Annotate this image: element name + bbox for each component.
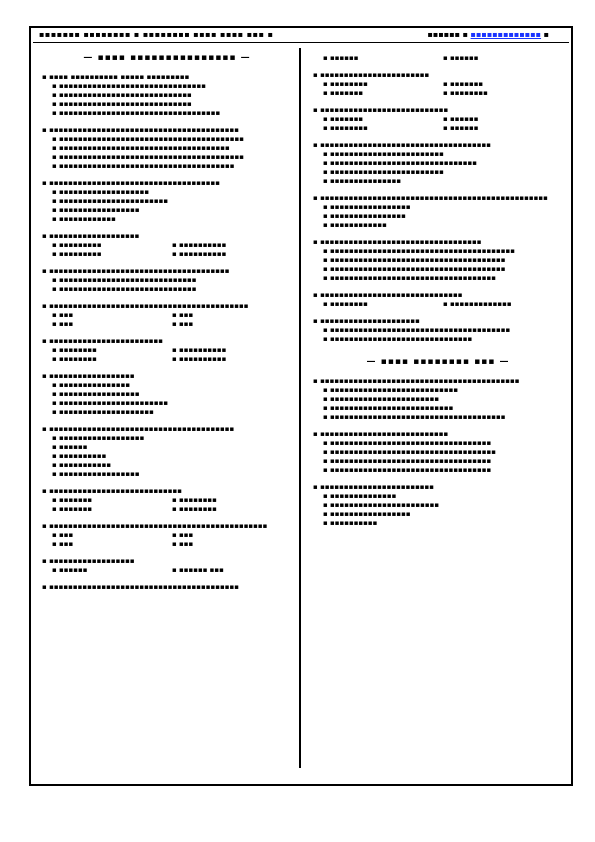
question (313, 194, 563, 230)
question (42, 302, 292, 329)
answer-option: ▪ ▪▪▪▪▪▪▪▪▪▪▪▪▪▪▪▪▪▪▪▪▪▪▪▪▪▪▪▪▪▪▪▪▪▪▪▪▪▪▪ (52, 135, 244, 143)
question-stem: ▪ ▪▪▪▪▪▪▪▪▪▪▪▪▪▪▪▪▪▪▪▪▪▪▪▪▪▪▪▪▪▪▪▪▪▪▪▪ (42, 179, 220, 187)
answer-option: ▪ ▪▪▪▪▪▪▪▪▪▪▪▪▪▪▪▪▪▪▪▪▪▪▪▪▪▪▪▪▪▪▪▪▪▪▪ (323, 274, 497, 282)
answer-option: ▪ ▪▪▪▪▪▪▪▪▪▪▪▪▪▪▪▪▪▪▪▪▪▪▪▪▪▪▪ (323, 386, 459, 394)
answer-option: ▪ ▪▪▪ (52, 531, 74, 539)
answer-option: ▪ ▪▪▪▪▪▪▪▪▪▪▪▪▪▪▪▪▪▪▪▪▪▪▪▪▪▪▪▪▪▪▪▪▪▪▪▪▪ (52, 162, 235, 170)
question (42, 522, 292, 549)
answer-option: ▪ ▪▪▪▪▪▪▪▪▪ (52, 250, 102, 258)
answer-option: ▪ ▪▪▪▪▪▪▪ (443, 80, 484, 88)
header-rule (33, 42, 569, 43)
answer-option: ▪ ▪▪▪▪▪▪▪▪▪▪▪▪▪▪▪▪▪ (52, 470, 140, 478)
question-stem: ▪ ▪▪▪▪▪▪▪▪▪▪▪▪▪▪▪▪▪▪▪▪▪ (313, 317, 420, 325)
answer-option: ▪ ▪▪▪▪▪▪▪▪▪▪ (323, 519, 378, 527)
continued-options (313, 54, 563, 63)
answer-options-grid (42, 566, 292, 575)
answer-options-grid (42, 531, 292, 549)
question-stem: ▪ ▪▪▪▪▪▪▪▪▪▪▪▪▪▪▪▪▪▪ (42, 372, 135, 380)
question-stem: ▪ ▪▪▪▪▪▪▪▪▪▪▪▪▪▪▪▪▪▪▪▪▪▪▪ (313, 71, 430, 79)
question (313, 317, 563, 344)
question (313, 71, 563, 98)
answer-option: ▪ ▪▪▪▪▪▪▪▪▪▪▪▪▪▪▪▪▪▪▪▪▪▪▪▪ (323, 150, 444, 158)
answer-options-grid (42, 496, 292, 514)
answer-option: ▪ ▪▪▪▪▪▪▪▪▪▪▪▪▪▪▪▪▪▪▪▪▪▪▪▪▪▪▪▪▪▪▪▪▪▪ (52, 109, 221, 117)
question-stem: ▪ ▪▪▪▪▪▪▪▪▪▪▪▪▪▪▪▪▪▪▪▪▪▪▪▪▪▪▪▪▪▪▪▪▪▪▪▪▪▪▪▪ (42, 583, 239, 591)
answer-option: ▪ ▪▪▪▪▪▪▪ (323, 89, 364, 97)
answer-option: ▪ ▪▪▪▪▪▪▪▪ (323, 124, 368, 132)
answer-options-grid (42, 346, 292, 364)
question-stem: ▪ ▪▪▪▪▪▪▪▪▪▪▪▪▪▪▪▪▪▪▪▪▪▪▪▪▪▪▪ (313, 106, 449, 114)
question (42, 583, 292, 592)
left-column (42, 54, 292, 600)
answer-option: ▪ ▪▪▪▪▪▪▪▪▪▪▪▪▪▪▪▪▪▪▪▪▪▪▪▪▪▪▪▪▪▪▪▪▪▪▪▪▪▪▪ (52, 153, 244, 161)
answer-option: ▪ ▪▪▪ (52, 320, 74, 328)
answer-option: ▪ ▪▪▪▪▪▪▪▪▪▪▪▪▪▪▪▪▪▪▪▪▪▪▪▪ (323, 168, 444, 176)
question (42, 487, 292, 514)
answer-option: ▪ ▪▪▪▪▪▪▪▪▪▪▪▪▪▪▪▪▪▪▪▪▪▪▪▪▪▪▪▪▪ (52, 285, 197, 293)
answer-option: ▪ ▪▪▪▪▪▪▪▪▪▪▪▪▪▪▪▪▪ (52, 390, 140, 398)
answer-option: ▪ ▪▪▪▪▪▪▪▪▪▪▪▪ (52, 215, 116, 223)
answer-option: ▪ ▪▪▪▪▪▪ (323, 54, 359, 62)
question (42, 126, 292, 171)
answer-options-grid (313, 115, 563, 133)
question-stem: ▪ ▪▪▪▪▪▪▪▪▪▪▪▪▪▪▪▪▪▪▪▪▪▪▪▪▪▪▪▪▪▪▪▪▪▪▪▪ (313, 141, 491, 149)
question-stem: ▪ ▪▪▪▪▪▪▪▪▪▪▪▪▪▪▪▪▪▪▪▪▪▪▪▪▪▪▪▪▪▪▪▪▪▪ (313, 238, 482, 246)
question (42, 179, 292, 224)
answer-option: ▪ ▪▪▪▪▪▪▪▪▪▪ (172, 250, 227, 258)
header-right-label: ▪▪▪▪▪▪ ▪ (427, 30, 468, 39)
question (42, 73, 292, 118)
answer-option: ▪ ▪▪▪▪▪▪▪▪▪▪▪▪▪ (443, 300, 512, 308)
question-stem: ▪ ▪▪▪▪▪▪▪▪▪▪▪▪▪▪▪▪▪▪▪▪▪▪▪▪▪▪▪▪ (42, 487, 183, 495)
question-stem: ▪ ▪▪▪▪ ▪▪▪▪▪▪▪▪▪▪ ▪▪▪▪▪ ▪▪▪▪▪▪▪▪▪ (42, 73, 190, 81)
column-divider (299, 48, 301, 768)
answer-options-grid (42, 241, 292, 259)
answer-option: ▪ ▪▪▪▪▪▪▪ (52, 496, 93, 504)
question (313, 106, 563, 133)
answer-option: ▪ ▪▪▪▪▪▪▪▪▪▪ (172, 241, 227, 249)
answer-option: ▪ ▪▪▪▪▪▪▪▪▪▪▪▪▪▪▪▪▪▪▪▪▪▪▪ (52, 197, 169, 205)
answer-option: ▪ ▪▪▪▪▪▪▪▪▪▪▪▪▪▪▪▪▪▪ (52, 434, 145, 442)
answer-option: ▪ ▪▪▪▪▪▪▪▪▪▪▪▪▪▪▪▪▪▪▪▪▪▪▪▪▪▪▪▪▪▪▪▪▪▪▪▪▪▪▪ (323, 247, 515, 255)
answer-option: ▪ ▪▪▪▪▪▪▪▪▪▪ (52, 452, 107, 460)
answer-option: ▪ ▪▪▪▪▪▪▪▪▪▪▪▪▪▪▪▪▪▪▪▪▪▪▪▪▪▪▪▪▪ (52, 276, 197, 284)
question (313, 483, 563, 528)
answer-option: ▪ ▪▪▪▪▪▪▪▪▪▪▪▪▪▪▪▪▪▪▪▪▪▪▪▪▪▪▪▪▪▪▪▪▪▪ (323, 466, 492, 474)
answer-option: ▪ ▪▪▪▪▪▪▪▪ (443, 89, 488, 97)
answer-option: ▪ ▪▪▪▪▪▪▪▪ (172, 496, 217, 504)
answer-option: ▪ ▪▪▪▪▪▪▪▪▪▪▪▪▪▪▪▪▪▪▪▪▪▪▪▪▪▪▪▪▪▪▪▪▪▪ (323, 457, 492, 465)
answer-option: ▪ ▪▪▪▪▪▪▪▪▪▪▪▪▪▪▪▪▪▪▪▪▪▪▪▪▪▪▪▪▪▪▪▪▪▪▪▪▪▪ (323, 326, 511, 334)
answer-option: ▪ ▪▪▪▪▪▪▪▪▪▪▪▪▪▪▪▪▪ (52, 206, 140, 214)
answer-option: ▪ ▪▪▪▪▪▪▪▪▪▪ (172, 346, 227, 354)
question (313, 430, 563, 475)
question-stem: ▪ ▪▪▪▪▪▪▪▪▪▪▪▪▪▪▪▪▪▪▪ (42, 232, 140, 240)
answer-option: ▪ ▪▪▪ (172, 540, 194, 548)
right-column (313, 54, 563, 536)
question (313, 141, 563, 186)
answer-option: ▪ ▪▪▪▪▪▪▪▪▪▪▪▪▪▪▪▪▪▪▪▪▪▪▪▪▪▪▪▪▪▪▪▪▪▪▪▪▪ (323, 413, 506, 421)
answer-option: ▪ ▪▪▪▪▪▪▪▪▪▪▪▪▪▪▪▪▪▪▪▪▪▪▪▪▪▪ (323, 404, 454, 412)
answer-option: ▪ ▪▪▪▪▪▪ (52, 566, 88, 574)
answer-option: ▪ ▪▪▪▪▪▪▪▪▪▪▪▪▪▪▪ (52, 381, 131, 389)
answer-option: ▪ ▪▪▪▪▪▪▪▪ (323, 300, 368, 308)
question-stem: ▪ ▪▪▪▪▪▪▪▪▪▪▪▪▪▪▪▪▪▪▪▪▪▪▪▪▪▪▪ (313, 430, 449, 438)
question-list (313, 71, 563, 344)
section-title: — ▪▪▪▪ ▪▪▪▪▪▪▪▪▪▪▪▪▪▪▪ — (83, 53, 251, 63)
question-stem: ▪ ▪▪▪▪▪▪▪▪▪▪▪▪▪▪▪▪▪▪▪▪▪▪▪▪ (313, 483, 435, 491)
answer-option: ▪ ▪▪▪ (52, 311, 74, 319)
question (42, 425, 292, 479)
answer-option: ▪ ▪▪▪▪▪▪▪▪▪▪▪▪▪▪▪▪▪▪▪▪▪▪▪▪▪▪▪▪▪▪▪ (52, 82, 207, 90)
answer-option: ▪ ▪▪▪▪▪▪▪▪▪▪▪▪ (323, 221, 387, 229)
answer-option: ▪ ▪▪▪▪▪▪ (443, 54, 479, 62)
question (42, 557, 292, 575)
answer-option: ▪ ▪▪▪▪▪▪▪▪ (172, 505, 217, 513)
question-list-2 (313, 377, 563, 528)
answer-option: ▪ ▪▪▪▪▪▪▪▪▪▪▪▪▪▪▪▪▪▪▪▪▪▪▪▪▪▪▪▪▪▪▪▪▪▪ (323, 439, 492, 447)
answer-option: ▪ ▪▪▪▪▪▪ ▪▪▪ (172, 566, 224, 574)
answer-option: ▪ ▪▪▪▪▪▪▪▪▪▪▪▪▪▪▪▪▪▪▪▪ (52, 408, 154, 416)
header-title: ▪▪▪▪▪▪▪ ▪▪▪▪▪▪▪▪ ▪ ▪▪▪▪▪▪▪▪ ▪▪▪▪ ▪▪▪▪ ▪▪▪ ▪ (39, 30, 274, 39)
question-stem: ▪ ▪▪▪▪▪▪▪▪▪▪▪▪▪▪▪▪▪▪▪▪▪▪▪▪▪▪▪▪▪▪▪▪▪▪▪▪▪▪▪▪▪▪ (42, 302, 249, 310)
answer-option: ▪ ▪▪▪▪▪▪▪▪ (52, 355, 97, 363)
question (42, 267, 292, 294)
answer-option: ▪ ▪▪▪▪▪▪▪▪▪▪▪▪▪▪▪▪▪▪▪▪▪▪▪▪▪▪▪▪ (52, 91, 192, 99)
page-header (33, 28, 569, 42)
answer-option: ▪ ▪▪▪▪▪▪▪▪▪▪▪▪▪▪▪ (323, 177, 402, 185)
header-right-tail: ▪ (543, 30, 549, 39)
header-right (428, 28, 550, 42)
answer-option: ▪ ▪▪▪ (172, 531, 194, 539)
answer-option: ▪ ▪▪▪▪▪▪▪▪▪▪▪▪▪▪▪▪▪ (323, 203, 411, 211)
answer-option: ▪ ▪▪▪▪▪▪▪▪▪ (52, 241, 102, 249)
answer-option: ▪ ▪▪▪▪▪▪▪▪▪▪▪▪▪▪▪▪▪▪▪▪▪▪▪▪▪▪▪▪▪▪▪▪▪▪▪▪▪ (323, 265, 506, 273)
question-stem: ▪ ▪▪▪▪▪▪▪▪▪▪▪▪▪▪▪▪▪▪▪▪▪▪▪▪▪▪▪▪▪▪▪▪▪▪▪▪▪▪▪▪ (42, 126, 239, 134)
question-list (42, 73, 292, 592)
question-stem: ▪ ▪▪▪▪▪▪▪▪▪▪▪▪▪▪▪▪▪▪▪▪▪▪▪▪▪▪▪▪▪▪▪▪▪▪▪▪▪▪▪▪▪▪ (313, 377, 520, 385)
answer-options-grid (313, 300, 563, 309)
answer-option: ▪ ▪▪▪▪▪▪▪ (52, 505, 93, 513)
answer-option: ▪ ▪▪▪▪▪▪ (52, 443, 88, 451)
answer-option: ▪ ▪▪▪ (52, 540, 74, 548)
question-stem: ▪ ▪▪▪▪▪▪▪▪▪▪▪▪▪▪▪▪▪▪▪▪▪▪▪▪▪▪▪▪▪▪▪▪▪▪▪▪▪▪▪▪▪▪▪▪▪▪ (42, 522, 268, 530)
answer-option: ▪ ▪▪▪▪▪▪▪ (323, 115, 364, 123)
question-stem: ▪ ▪▪▪▪▪▪▪▪▪▪▪▪▪▪▪▪▪▪▪▪▪▪▪▪▪▪▪▪▪▪▪▪▪▪▪▪▪▪▪ (42, 425, 235, 433)
question (42, 232, 292, 259)
answer-option: ▪ ▪▪▪▪▪▪▪▪▪▪▪▪▪▪▪▪▪ (323, 510, 411, 518)
answer-option: ▪ ▪▪▪▪▪▪▪▪▪▪▪ (52, 461, 112, 469)
question (313, 291, 563, 309)
header-link[interactable]: ▪▪▪▪▪▪▪▪▪▪▪▪▪ (470, 30, 542, 39)
answer-options-grid (42, 311, 292, 329)
answer-option: ▪ ▪▪▪▪▪▪▪▪▪▪▪▪▪▪▪▪▪▪▪▪▪▪▪▪▪▪▪▪▪▪ (323, 335, 473, 343)
answer-option: ▪ ▪▪▪ (172, 311, 194, 319)
answer-option: ▪ ▪▪▪ (172, 320, 194, 328)
question-stem: ▪ ▪▪▪▪▪▪▪▪▪▪▪▪▪▪▪▪▪▪▪▪▪▪▪▪ (42, 337, 164, 345)
question (313, 377, 563, 422)
question (42, 372, 292, 417)
answer-option: ▪ ▪▪▪▪▪▪▪▪▪▪▪▪▪▪▪▪▪▪▪▪▪▪▪ (52, 399, 169, 407)
answer-option: ▪ ▪▪▪▪▪▪ (443, 124, 479, 132)
section-title-2: — ▪▪▪▪ ▪▪▪▪▪▪▪▪ ▪▪▪ — (366, 357, 510, 367)
answer-option: ▪ ▪▪▪▪▪▪▪▪▪▪▪▪▪▪▪▪▪▪▪▪▪▪▪▪▪▪▪▪▪▪▪▪▪▪▪▪▪ (323, 256, 506, 264)
answer-option: ▪ ▪▪▪▪▪▪▪▪▪▪▪▪▪▪▪▪▪▪▪▪▪▪▪▪▪▪▪▪▪▪▪▪▪▪▪ (323, 448, 497, 456)
answer-option: ▪ ▪▪▪▪▪▪▪▪▪▪▪▪▪▪▪▪▪▪▪▪▪▪▪▪▪▪▪▪▪▪▪▪▪▪▪▪ (52, 144, 230, 152)
question-stem: ▪ ▪▪▪▪▪▪▪▪▪▪▪▪▪▪▪▪▪▪▪▪▪▪▪▪▪▪▪▪▪▪▪▪▪▪▪▪▪▪ (42, 267, 230, 275)
question-stem: ▪ ▪▪▪▪▪▪▪▪▪▪▪▪▪▪▪▪▪▪▪▪▪▪▪▪▪▪▪▪▪▪▪▪▪▪▪▪▪▪▪▪▪▪▪▪▪▪▪▪ (313, 194, 548, 202)
answer-option: ▪ ▪▪▪▪▪▪▪▪▪▪▪▪▪▪ (323, 492, 397, 500)
question-stem: ▪ ▪▪▪▪▪▪▪▪▪▪▪▪▪▪▪▪▪▪ (42, 557, 135, 565)
answer-option: ▪ ▪▪▪▪▪▪▪▪▪▪ (172, 355, 227, 363)
question (313, 238, 563, 283)
question (42, 337, 292, 364)
answer-option: ▪ ▪▪▪▪▪▪▪▪▪▪▪▪▪▪▪▪▪▪▪ (52, 188, 150, 196)
answer-option: ▪ ▪▪▪▪▪▪▪▪ (52, 346, 97, 354)
answer-options-grid (313, 80, 563, 98)
answer-option: ▪ ▪▪▪▪▪▪▪▪▪▪▪▪▪▪▪▪▪▪▪▪▪▪▪▪▪▪▪▪ (52, 100, 192, 108)
answer-option: ▪ ▪▪▪▪▪▪ (443, 115, 479, 123)
answer-option: ▪ ▪▪▪▪▪▪▪▪▪▪▪▪▪▪▪▪ (323, 212, 406, 220)
question-stem: ▪ ▪▪▪▪▪▪▪▪▪▪▪▪▪▪▪▪▪▪▪▪▪▪▪▪▪▪▪▪▪▪ (313, 291, 463, 299)
answer-option: ▪ ▪▪▪▪▪▪▪▪▪▪▪▪▪▪▪▪▪▪▪▪▪▪▪ (323, 501, 440, 509)
answer-option: ▪ ▪▪▪▪▪▪▪▪ (323, 80, 368, 88)
answer-option: ▪ ▪▪▪▪▪▪▪▪▪▪▪▪▪▪▪▪▪▪▪▪▪▪▪ (323, 395, 440, 403)
answer-option: ▪ ▪▪▪▪▪▪▪▪▪▪▪▪▪▪▪▪▪▪▪▪▪▪▪▪▪▪▪▪▪▪▪ (323, 159, 478, 167)
